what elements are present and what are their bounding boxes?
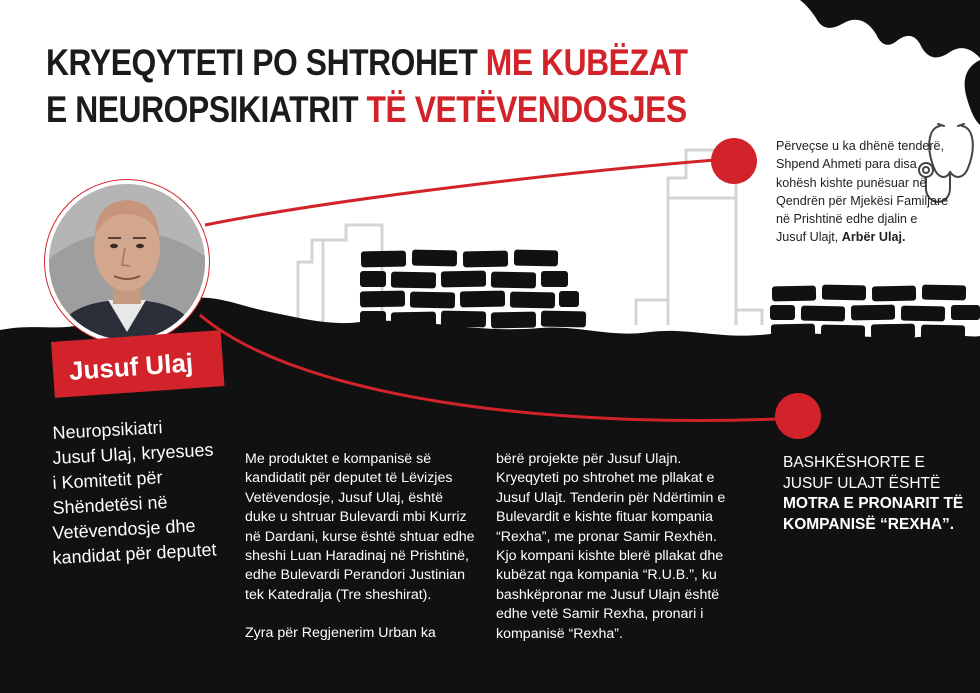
headline-line-1-dark: KRYEQYTETI PO SHTROHET <box>46 42 478 83</box>
bio-line: i Komitetit për <box>52 467 163 493</box>
side-note-text: Përveçse u ka dhënë tenderë, Shpend Ahmeti para disa kohësh kishte punësuar në Qendrën për Mjekësi Familjare në Prishtinë edhe djalin e Jusuf Ulajt, <box>776 139 949 245</box>
bio-line: Neuropsikiatri <box>52 417 163 443</box>
article-column-2 <box>496 450 731 644</box>
headline-line-2-dark: E NEUROPSIKIATRIT <box>46 89 359 130</box>
spouse-callout <box>783 453 973 535</box>
ink-drop <box>850 3 864 17</box>
connector-dot-top <box>711 138 757 184</box>
bio-line: Jusuf Ulaj, kryesues <box>52 439 214 468</box>
headline-line-1 <box>46 42 688 84</box>
headline-line-1-red: ME KUBËZAT <box>485 42 688 83</box>
connector-dot-bottom <box>775 393 821 439</box>
side-note <box>776 137 951 247</box>
ink-splash-top <box>800 0 980 58</box>
side-note-bold: Arbër Ulaj. <box>841 230 906 245</box>
article-column-1 <box>245 450 477 644</box>
headline-line-2 <box>46 89 687 131</box>
person-portrait <box>44 179 210 345</box>
bio-line: Shëndetësi në <box>52 491 168 518</box>
headline-line-2-red: TË VETËVENDOSJES <box>366 89 687 130</box>
spouse-callout-normal: BASHKËSHORTE E JUSUF ULAJT ËSHTË <box>783 454 941 492</box>
ink-splash-right <box>965 60 980 125</box>
spouse-callout-bold: MOTRA E PRONARIT TË KOMPANISË “REXHA”. <box>783 495 964 533</box>
bio-line: Vetëvendosje dhe <box>52 515 196 543</box>
article-paragraph: Me produktet e kompanisë së kandidatit për deputet të Lëvizjes Vetëvendosje, Jusuf Ulaj, është duke u shtruar Bulevardi mbi Kurriz në Dardani, kurse është shtuar edhe sheshi Luan Haradinaj në Prishtinë, edhe Bulevardi Perandori Justinian tek Katedralja (Tre sheshirat). <box>245 451 475 603</box>
connector-line-top <box>205 158 740 225</box>
person-name: Jusuf Ulaj <box>68 347 195 386</box>
article-paragraph: bërë projekte për Jusuf Ulajn. Kryeqyteti po shtrohet me pllakat e Jusuf Ulajt. Tenderin për Ndërtimin e Bulevardit e kishte fituar kompania “Rexha”, me pronar Samir Rexhën. Kjo kompani kishte blerë pllakat dhe kubëzat nga kompania “R.U.B.”, ku bashkëpronar me Jusuf Ulajn është edhe vetë Samir Rexha, pronari i kompanisë “Rexha”. <box>496 451 726 642</box>
bio-line: kandidat për deputet <box>52 539 217 568</box>
article-paragraph: Zyra për Regjenerim Urban ka <box>245 625 436 642</box>
